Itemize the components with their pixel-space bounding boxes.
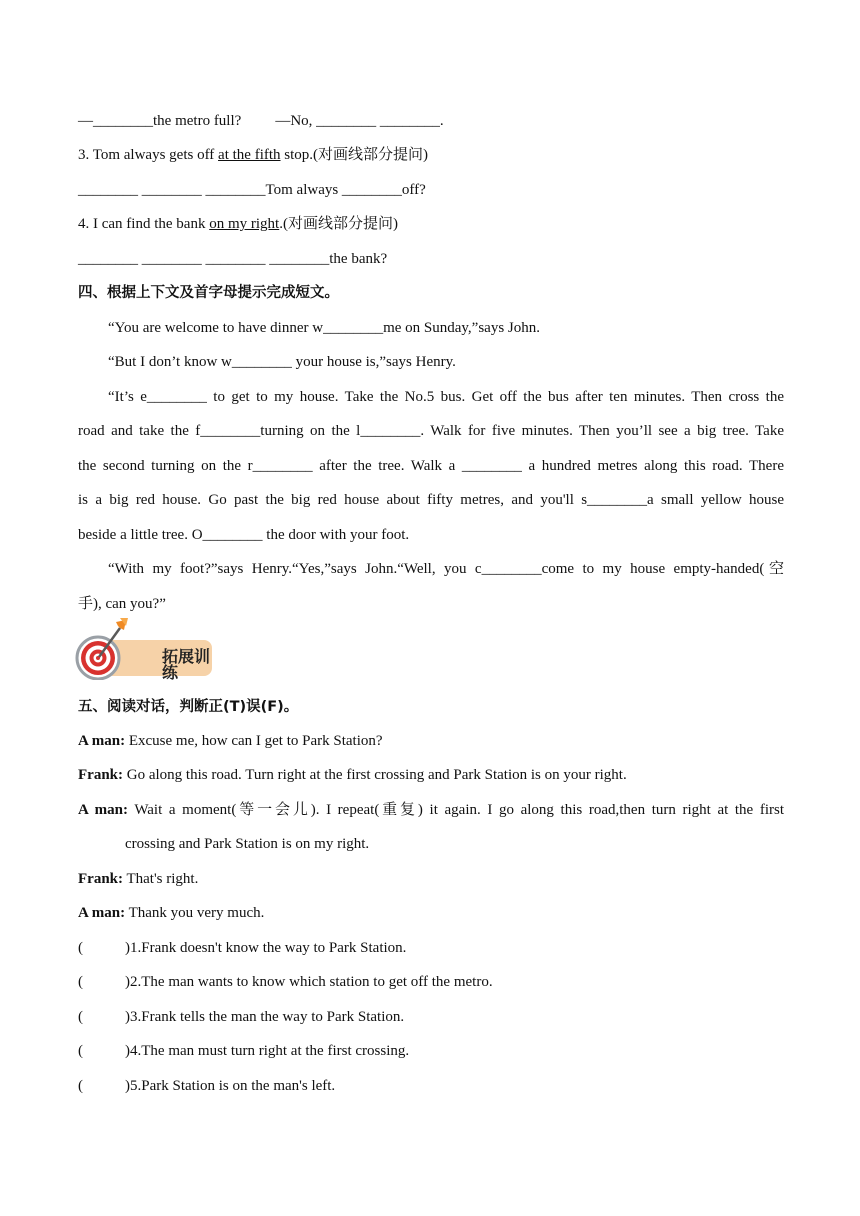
question-instruction: .(对画线部分提问) <box>279 216 398 232</box>
judgment-item <box>78 975 784 990</box>
bracket-close: ) <box>125 1009 130 1025</box>
answer-bracket[interactable]: ( <box>78 1009 83 1025</box>
speaker: A man: <box>78 733 126 749</box>
question-instruction: stop.(对画线部分提问) <box>280 147 429 163</box>
section-5-title: 五、阅读对话，判断正(T)误(F)。 <box>78 699 299 715</box>
passage-line: 手), can you?” <box>78 596 166 612</box>
question-text: 3. Tom always gets off <box>78 147 219 163</box>
item-text: 3.Frank tells the man the way to Park Station. <box>130 1009 405 1025</box>
item-text: 2.The man wants to know which station to get off the metro. <box>130 974 493 990</box>
answer-bracket[interactable]: ( <box>78 1078 83 1094</box>
section-4-title: 四、根据上下文及首字母提示完成短文。 <box>78 285 339 301</box>
question-line-3 <box>78 148 784 163</box>
dialogue-line <box>78 872 784 887</box>
passage-line: the second turning on the r________ after the tree. Walk a ________ a hundred metres along this road. There <box>78 458 784 474</box>
underlined-phrase: at the fifth <box>218 147 281 163</box>
dialogue-text: Excuse me, how can I get to Park Station? <box>125 733 383 749</box>
item-text: 4.The man must turn right at the first crossing. <box>130 1043 410 1059</box>
answer-bracket[interactable]: ( <box>78 940 83 956</box>
dialogue-line-continued: crossing and Park Station is on my right. <box>125 836 370 852</box>
dialogue-text: Wait a moment(等一会儿). I repeat(重复) it again. I go along this road,then turn right at the first <box>127 802 785 818</box>
item-text: 5.Park Station is on the man's left. <box>130 1078 336 1094</box>
passage-line: “You are welcome to have dinner w________me on Sunday,”says John. <box>108 320 541 336</box>
passage-line: is a big red house. Go past the big red house about fifty metres, and you'll s________a small yellow house <box>78 492 784 508</box>
banner-label: 拓展训练 <box>162 647 211 682</box>
blank-line-4: ________ ________ ________ ________the bank? <box>78 251 388 267</box>
answer-text: —No, ________ ________. <box>275 113 444 129</box>
question-line-2 <box>78 114 784 129</box>
blank-line-3: ________ ________ ________Tom always ________off? <box>78 182 426 198</box>
judgment-item <box>78 1010 784 1025</box>
bracket-close: ) <box>125 974 130 990</box>
dialogue-text: That's right. <box>123 871 199 887</box>
dialogue-text: Go along this road. Turn right at the first crossing and Park Station is on your right. <box>123 767 627 783</box>
speaker: A man: <box>78 802 128 818</box>
question-line-4 <box>78 217 784 232</box>
bracket-close: ) <box>125 1043 130 1059</box>
bracket-close: ) <box>125 940 130 956</box>
passage-line: beside a little tree. O________ the door with your foot. <box>78 527 410 543</box>
passage-line: “But I don’t know w________ your house is,”says Henry. <box>108 354 456 370</box>
dialogue-line <box>78 734 784 749</box>
dialogue-line <box>78 906 784 921</box>
question-text: —________the metro full? <box>78 113 242 129</box>
dialogue-line <box>78 803 784 818</box>
judgment-item <box>78 941 784 956</box>
item-text: 1.Frank doesn't know the way to Park Station. <box>130 940 407 956</box>
answer-bracket[interactable]: ( <box>78 974 83 990</box>
speaker: Frank: <box>78 871 123 887</box>
judgment-item <box>78 1079 784 1094</box>
bracket-close: ) <box>125 1078 130 1094</box>
dialogue-line <box>78 768 784 783</box>
answer-bracket[interactable]: ( <box>78 1043 83 1059</box>
target-arrow-icon <box>72 618 134 680</box>
passage-line: “It’s e________ to get to my house. Take the No.5 bus. Get off the bus after ten minutes. Then cross the <box>108 389 784 405</box>
underlined-phrase: on my right <box>209 216 280 232</box>
extension-training-banner <box>72 618 214 680</box>
speaker: A man: <box>78 905 126 921</box>
dialogue-text: Thank you very much. <box>125 905 265 921</box>
passage-line: “With my foot?”says Henry.“Yes,”says John.“Well, you c________come to my house empty-handed(空 <box>108 561 784 577</box>
speaker: Frank: <box>78 767 123 783</box>
passage-line: road and take the f________turning on the l________. Walk for five minutes. Then you’ll see a big tree. Take <box>78 423 784 439</box>
judgment-item <box>78 1044 784 1059</box>
question-text: 4. I can find the bank <box>78 216 210 232</box>
